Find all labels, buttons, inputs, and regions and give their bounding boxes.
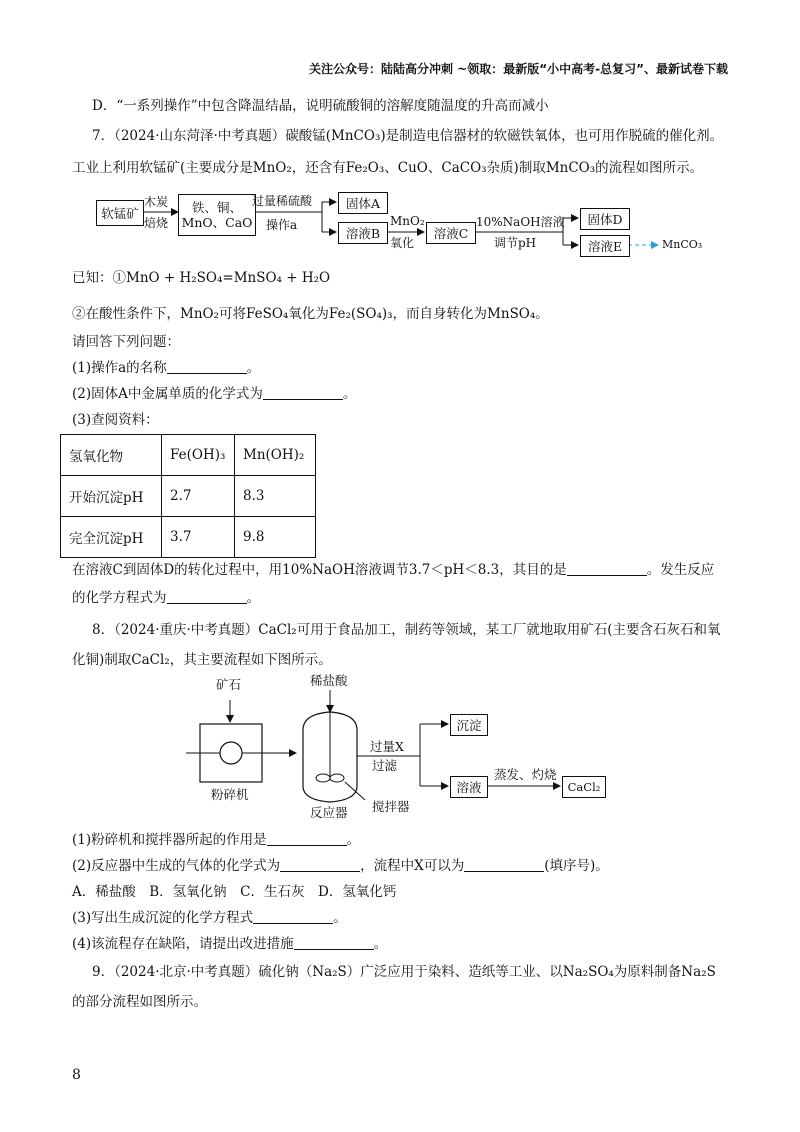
q8-sub4-text: (4)该流程存在缺陷，请提出改进措施: [72, 936, 294, 952]
q8-sub2: [72, 856, 609, 876]
q7-ask: 请回答下列问题：: [72, 334, 180, 350]
flow-step3-bottom: 氧化: [390, 236, 415, 250]
page-number: 8: [72, 1067, 81, 1083]
q7-sub2-text: (2)固体A中金属单质的化学式为: [72, 386, 263, 402]
flow-step2-top: 过量稀硫酸: [252, 194, 313, 208]
q7-after-table-text: 在溶液C到固体D的转化过程中，用10%NaOH溶液调节3.7＜pH＜8.3，其目的是: [72, 562, 567, 578]
flow-evaporate: 蒸发、灼烧: [494, 767, 557, 782]
q7-intro: 工业上利用软锰矿(主要成分是MnO₂，还含有Fe₂O₃、CuO、CaCO₃杂质)制取MnCO₃的流程如图所示。: [72, 160, 704, 176]
flow-filter: 过滤: [372, 758, 398, 773]
answer-blank[interactable]: [464, 857, 544, 872]
q8-options: A．稀盐酸 B．氢氧化钠 C．生石灰 D．氢氧化钙: [72, 884, 397, 900]
period: 。: [333, 910, 347, 926]
table-cell: 9.8: [235, 517, 316, 558]
q8-sub2-text-a: (2)反应器中生成的气体的化学式为: [72, 858, 281, 874]
flow-excess-x: 过量X: [370, 739, 404, 754]
q7-after-table-text-2: 的化学方程式为: [72, 590, 167, 606]
flow-solid-a: 固体A: [338, 192, 388, 214]
flow-ore: 矿石: [216, 677, 242, 692]
q7-known-2: ②在酸性条件下，MnO₂可将FeSO₄氧化为Fe₂(SO₄)₃，而自身转化为MnSO₄。: [72, 306, 549, 322]
flow-precipitate: 沉淀: [450, 714, 488, 736]
flow-crusher: 粉碎机: [211, 787, 249, 802]
flow-mixture: 铁、铜、MnO、CaO: [178, 194, 256, 236]
q8-sub3-text: (3)写出生成沉淀的化学方程式: [72, 910, 254, 926]
q7-after-table-text-b: 。发生反应: [646, 562, 715, 578]
q8-sub2-text-b: ，流程中X可以为: [360, 858, 465, 874]
table-cell: 完全沉淀pH: [61, 517, 162, 558]
flow-solution: 溶液: [450, 776, 488, 798]
period: 。: [246, 360, 261, 376]
q8-sub1: [72, 830, 360, 850]
flow-acid: 稀盐酸: [310, 673, 348, 688]
table-header-cell: Mn(OH)₂: [235, 435, 316, 476]
q7-known-1: 已知：①MnO + H₂SO₄=MnSO₄ + H₂O: [72, 270, 331, 286]
flow-solution-b: 溶液B: [338, 222, 388, 244]
period: 。: [246, 590, 260, 606]
q9-title-2: 的部分流程如图所示。: [72, 994, 207, 1010]
period: 。: [373, 936, 388, 952]
q8-sub3: [72, 908, 347, 928]
table-cell: 2.7: [162, 476, 235, 517]
flow-step2-bottom: 操作a: [266, 218, 298, 232]
flow-stirrer: 搅拌器: [372, 799, 410, 814]
answer-blank[interactable]: [280, 857, 360, 872]
q9-title: 9．（2024·北京·中考真题）硫化钠（Na₂S）广泛应用于染料、造纸等工业、以Na₂SO₄为原料制备Na₂S: [92, 964, 716, 980]
page-header: 关注公众号：陆陆高分冲刺 ~领取：最新版“小中高考-总复习”、最新试卷下载: [309, 62, 728, 76]
q8-sub1-text: (1)粉碎机和搅拌器所起的作用是: [72, 832, 267, 848]
answer-blank[interactable]: [294, 935, 374, 950]
flow-reactor: 反应器: [310, 805, 348, 820]
flow-step4-bottom: 调节pH: [494, 236, 537, 250]
q7-sub1-text: (1)操作a的名称: [72, 360, 167, 376]
q7-sub3: (3)查阅资料：: [72, 412, 159, 428]
answer-blank[interactable]: [267, 831, 347, 846]
q8-title-2: 化铜)制取CaCl₂，其主要流程如下图所示。: [72, 652, 332, 668]
flow-step4-top: 10%NaOH溶液: [476, 215, 565, 229]
flow-cacl2-product: CaCl₂: [562, 776, 606, 798]
flow-solution-e: 溶液E: [580, 235, 630, 257]
flow-step1-bottom: 焙烧: [144, 216, 169, 230]
answer-blank[interactable]: [253, 909, 333, 924]
flow-solid-d: 固体D: [580, 208, 630, 230]
table-header-cell: Fe(OH)₃: [162, 435, 235, 476]
table-header-cell: 氢氧化物: [61, 435, 162, 476]
q8-title: 8．（2024·重庆·中考真题）CaCl₂可用于食品加工，制药等领域，某工厂就地取用矿石(主要含石灰石和氧: [92, 622, 721, 638]
flow-solution-c: 溶液C: [426, 222, 476, 244]
flow-step1-top: 木炭: [144, 195, 169, 209]
table-cell: 8.3: [235, 476, 316, 517]
period: 。: [346, 832, 361, 848]
q8-sub4: [72, 934, 387, 954]
flow-step3-top: MnO₂: [390, 214, 425, 228]
q8-sub2-text-c: (填序号)。: [544, 858, 609, 874]
flow-product: MnCO₃: [662, 238, 703, 251]
period: 。: [342, 386, 357, 402]
q6-option-d: D．“一系列操作”中包含降温结晶，说明硫酸铜的溶解度随温度的升高而减小: [92, 98, 549, 114]
q7-title: 7．（2024·山东菏泽·中考真题）碳酸锰(MnCO₃)是制造电信器材的软磁铁氧体，也可用作脱硫的催化剂。: [92, 128, 724, 144]
table-cell: 开始沉淀pH: [61, 476, 162, 517]
flow-raw-ore: 软锰矿: [96, 200, 144, 226]
table-cell: 3.7: [162, 517, 235, 558]
